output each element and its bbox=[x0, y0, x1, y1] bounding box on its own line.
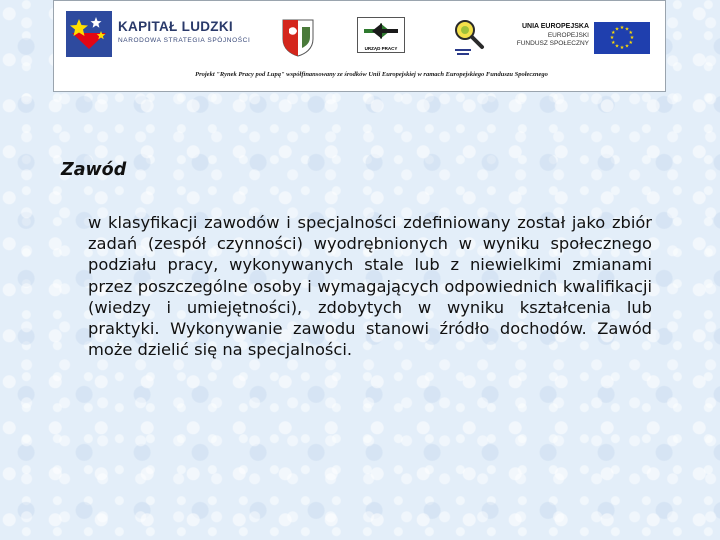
svg-text:★: ★ bbox=[619, 45, 625, 51]
svg-text:★: ★ bbox=[628, 30, 633, 36]
svg-text:★: ★ bbox=[619, 25, 625, 31]
eu-line-3: FUNDUSZ SPOŁECZNY bbox=[516, 40, 589, 47]
urzad-pracy-logo-icon bbox=[358, 19, 404, 45]
urzad-pracy-label: URZĄD PRACY bbox=[364, 46, 398, 51]
magnifier-logo-icon bbox=[452, 19, 486, 57]
svg-text:★: ★ bbox=[611, 40, 616, 46]
kapital-ludzki-title: KAPITAŁ LUDZKI bbox=[118, 19, 233, 34]
urzad-pracy-logo bbox=[357, 17, 405, 53]
kapital-ludzki-wordmark bbox=[118, 19, 250, 44]
project-credit-line: Projekt "Rynek Pracy pod Lupą" współfinansowany ze środków Unii Europejskiej w ramach Europejskiego Funduszu Społecznego bbox=[195, 71, 548, 78]
eu-flag-icon bbox=[594, 22, 650, 54]
logo-header bbox=[53, 0, 666, 92]
regional-crest-icon bbox=[280, 17, 316, 57]
svg-text:★: ★ bbox=[629, 35, 635, 41]
definition-paragraph: w klasyfikacji zawodów i specjalności zdefiniowany został jako zbiór zadań (zespół czynności) wyodrębnionych w wyniku społecznego podziału pracy, wykonywanych stale lub z niewielkimi zmianami przez poszczególne osoby i wymagających odpowiednich kwalifikacji (wiedzy i umiejętności), zdobytych w wyniku kształcenia lub praktyki. Wykonywanie zawodu stanowi źródło dochodów. Zawód może dzielić się na specjalności. bbox=[88, 213, 652, 360]
svg-text:★: ★ bbox=[614, 26, 620, 33]
eu-line-2: EUROPEJSKI bbox=[547, 31, 589, 39]
eu-text bbox=[501, 23, 589, 49]
kapital-ludzki-subtitle: NARODOWA STRATEGIA SPÓJNOŚCI bbox=[118, 37, 251, 44]
svg-text:★: ★ bbox=[614, 43, 620, 50]
svg-text:★: ★ bbox=[609, 35, 615, 41]
kapital-ludzki-logo-icon bbox=[66, 11, 112, 57]
svg-text:★: ★ bbox=[624, 26, 630, 33]
slide-title: Zawód bbox=[61, 160, 127, 180]
svg-text:★: ★ bbox=[628, 40, 633, 46]
eu-line-1: UNIA EUROPEJSKA bbox=[521, 23, 589, 30]
svg-text:★: ★ bbox=[611, 30, 616, 36]
svg-text:★: ★ bbox=[624, 43, 630, 50]
